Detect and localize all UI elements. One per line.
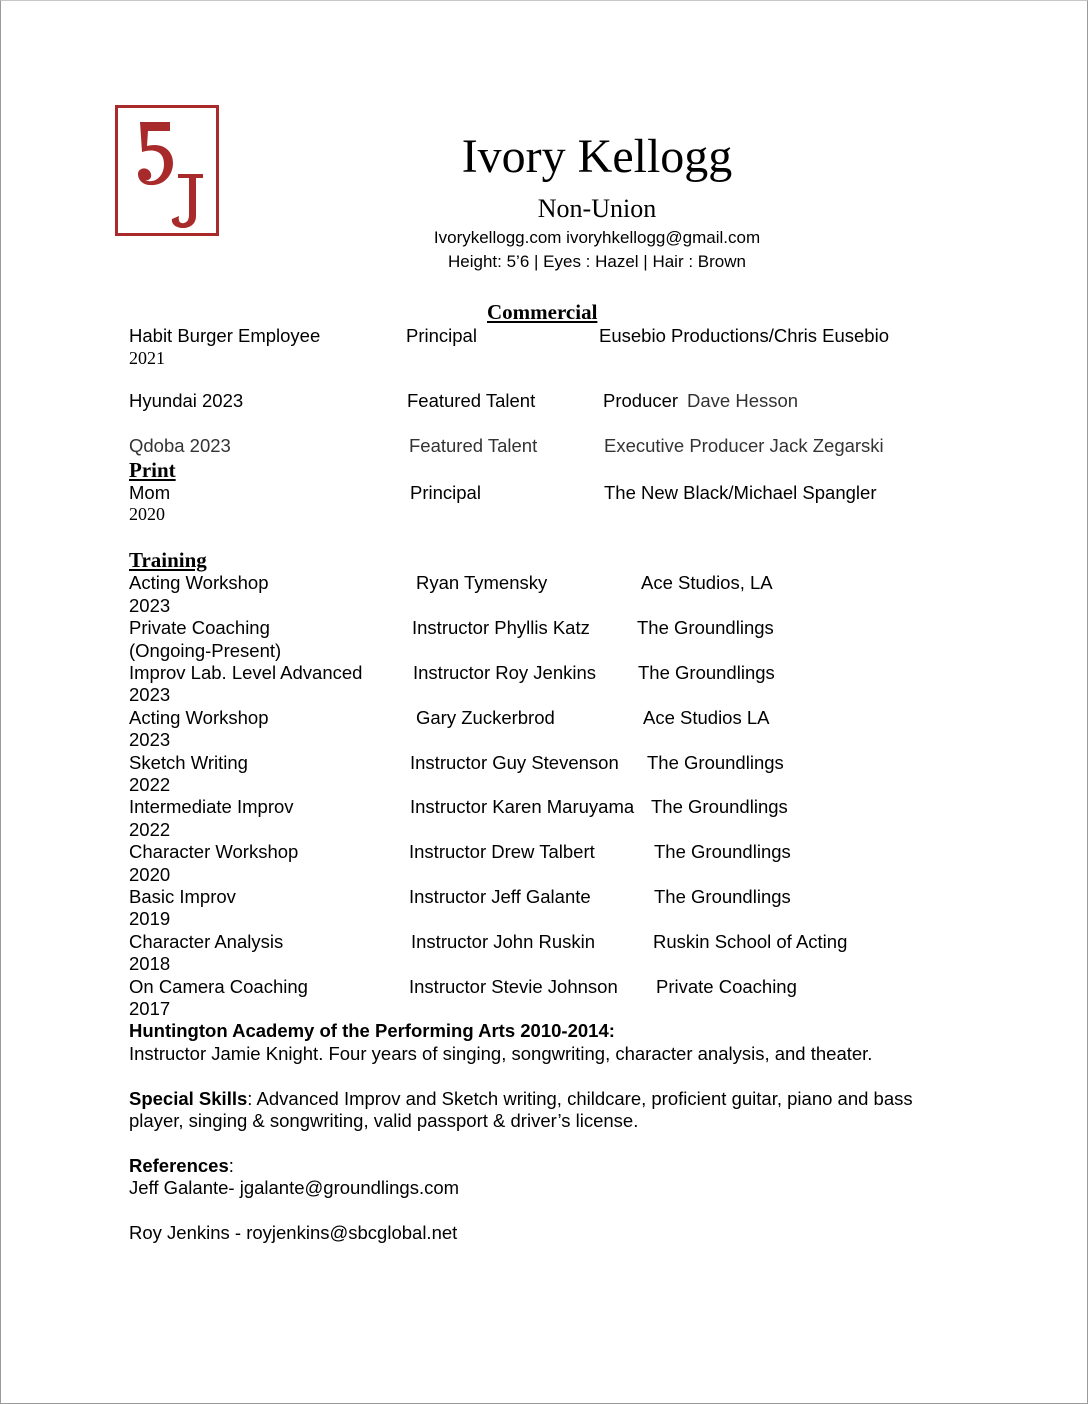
training-place: Private Coaching	[656, 976, 797, 997]
training-place: Ruskin School of Acting	[653, 931, 848, 952]
print-company: The New Black/Michael Spangler	[604, 482, 877, 503]
commercial-year: 2021	[129, 348, 165, 368]
skills-line-2: player, singing & songwriting, valid passport & driver’s license.	[129, 1110, 639, 1131]
print-heading: Print	[129, 458, 176, 482]
training-date: 2018	[129, 953, 171, 974]
academy-text: Instructor Jamie Knight. Four years of singing, songwriting, character analysis, and theater.	[129, 1043, 873, 1064]
training-date: 2017	[129, 998, 171, 1019]
commercial-company-prefix: Producer	[603, 390, 679, 411]
print-project: Mom	[129, 482, 171, 503]
references-colon: :	[228, 1155, 234, 1176]
training-instructor: Instructor John Ruskin	[411, 931, 596, 952]
commercial-project: Hyundai 2023	[129, 390, 244, 411]
commercial-role: Featured Talent	[409, 435, 538, 456]
training-course: On Camera Coaching	[129, 976, 308, 997]
training-date: 2020	[129, 864, 171, 885]
print-year: 2020	[129, 504, 165, 524]
training-place: The Groundlings	[637, 617, 774, 638]
commercial-project: Qdoba 2023	[129, 435, 231, 456]
training-date: 2023	[129, 684, 171, 705]
contact-line: Ivorykellogg.com ivoryhkellogg@gmail.com	[433, 228, 761, 247]
training-place: The Groundlings	[638, 662, 775, 683]
training-instructor: Instructor Jeff Galante	[409, 886, 591, 907]
commercial-project: Habit Burger Employee	[129, 325, 321, 346]
training-place: The Groundlings	[647, 752, 784, 773]
training-instructor: Gary Zuckerbrod	[416, 707, 555, 728]
references-label: References	[129, 1155, 229, 1176]
union-status: Non-Union	[537, 194, 657, 223]
training-course: Acting Workshop	[129, 707, 269, 728]
training-course: Private Coaching	[129, 617, 270, 638]
commercial-company: Dave Hesson	[687, 390, 799, 411]
training-place: The Groundlings	[654, 886, 791, 907]
references-heading	[129, 1155, 234, 1177]
commercial-company: Eusebio Productions/Chris Eusebio	[599, 325, 889, 346]
reference-item: Roy Jenkins - royjenkins@sbcglobal.net	[129, 1222, 458, 1243]
training-date: 2022	[129, 774, 171, 795]
physical-stats: Height: 5’6 | Eyes : Hazel | Hair : Brown	[448, 252, 746, 271]
commercial-role: Principal	[406, 325, 477, 346]
training-course: Sketch Writing	[129, 752, 248, 773]
training-date: 2023	[129, 729, 171, 750]
print-role: Principal	[410, 482, 481, 503]
skills-line-1	[129, 1088, 913, 1110]
training-date: 2023	[129, 595, 171, 616]
commercial-role: Featured Talent	[407, 390, 536, 411]
training-instructor: Instructor Drew Talbert	[409, 841, 595, 862]
training-instructor: Instructor Phyllis Katz	[412, 617, 590, 638]
training-date: 2019	[129, 908, 171, 929]
training-course: Improv Lab. Level Advanced	[129, 662, 363, 683]
training-date: 2022	[129, 819, 171, 840]
commercial-company: Executive Producer Jack Zegarski	[604, 435, 884, 456]
training-course: Intermediate Improv	[129, 796, 294, 817]
training-instructor: Instructor Stevie Johnson	[409, 976, 618, 997]
name-title: Ivory Kellogg	[461, 130, 733, 183]
academy-title: Huntington Academy of the Performing Arts 2010-2014:	[129, 1020, 615, 1041]
training-heading: Training	[129, 548, 207, 572]
training-course: Character Workshop	[129, 841, 299, 862]
training-place: Ace Studios, LA	[641, 572, 773, 593]
skills-text: : Advanced Improv and Sketch writing, childcare, proficient guitar, piano and bass	[247, 1088, 913, 1109]
training-instructor: Instructor Karen Maruyama	[410, 796, 635, 817]
training-instructor: Instructor Roy Jenkins	[413, 662, 597, 683]
commercial-heading: Commercial	[487, 300, 598, 324]
training-course: Acting Workshop	[129, 572, 269, 593]
training-instructor: Instructor Guy Stevenson	[410, 752, 619, 773]
training-instructor: Ryan Tymensky	[416, 572, 548, 593]
training-place: Ace Studios LA	[643, 707, 770, 728]
training-date: (Ongoing-Present)	[129, 640, 282, 661]
skills-label: Special Skills	[129, 1088, 248, 1109]
training-course: Character Analysis	[129, 931, 284, 952]
reference-item: Jeff Galante- jgalante@groundlings.com	[129, 1177, 460, 1198]
training-course: Basic Improv	[129, 886, 236, 907]
training-place: The Groundlings	[651, 796, 788, 817]
training-place: The Groundlings	[654, 841, 791, 862]
